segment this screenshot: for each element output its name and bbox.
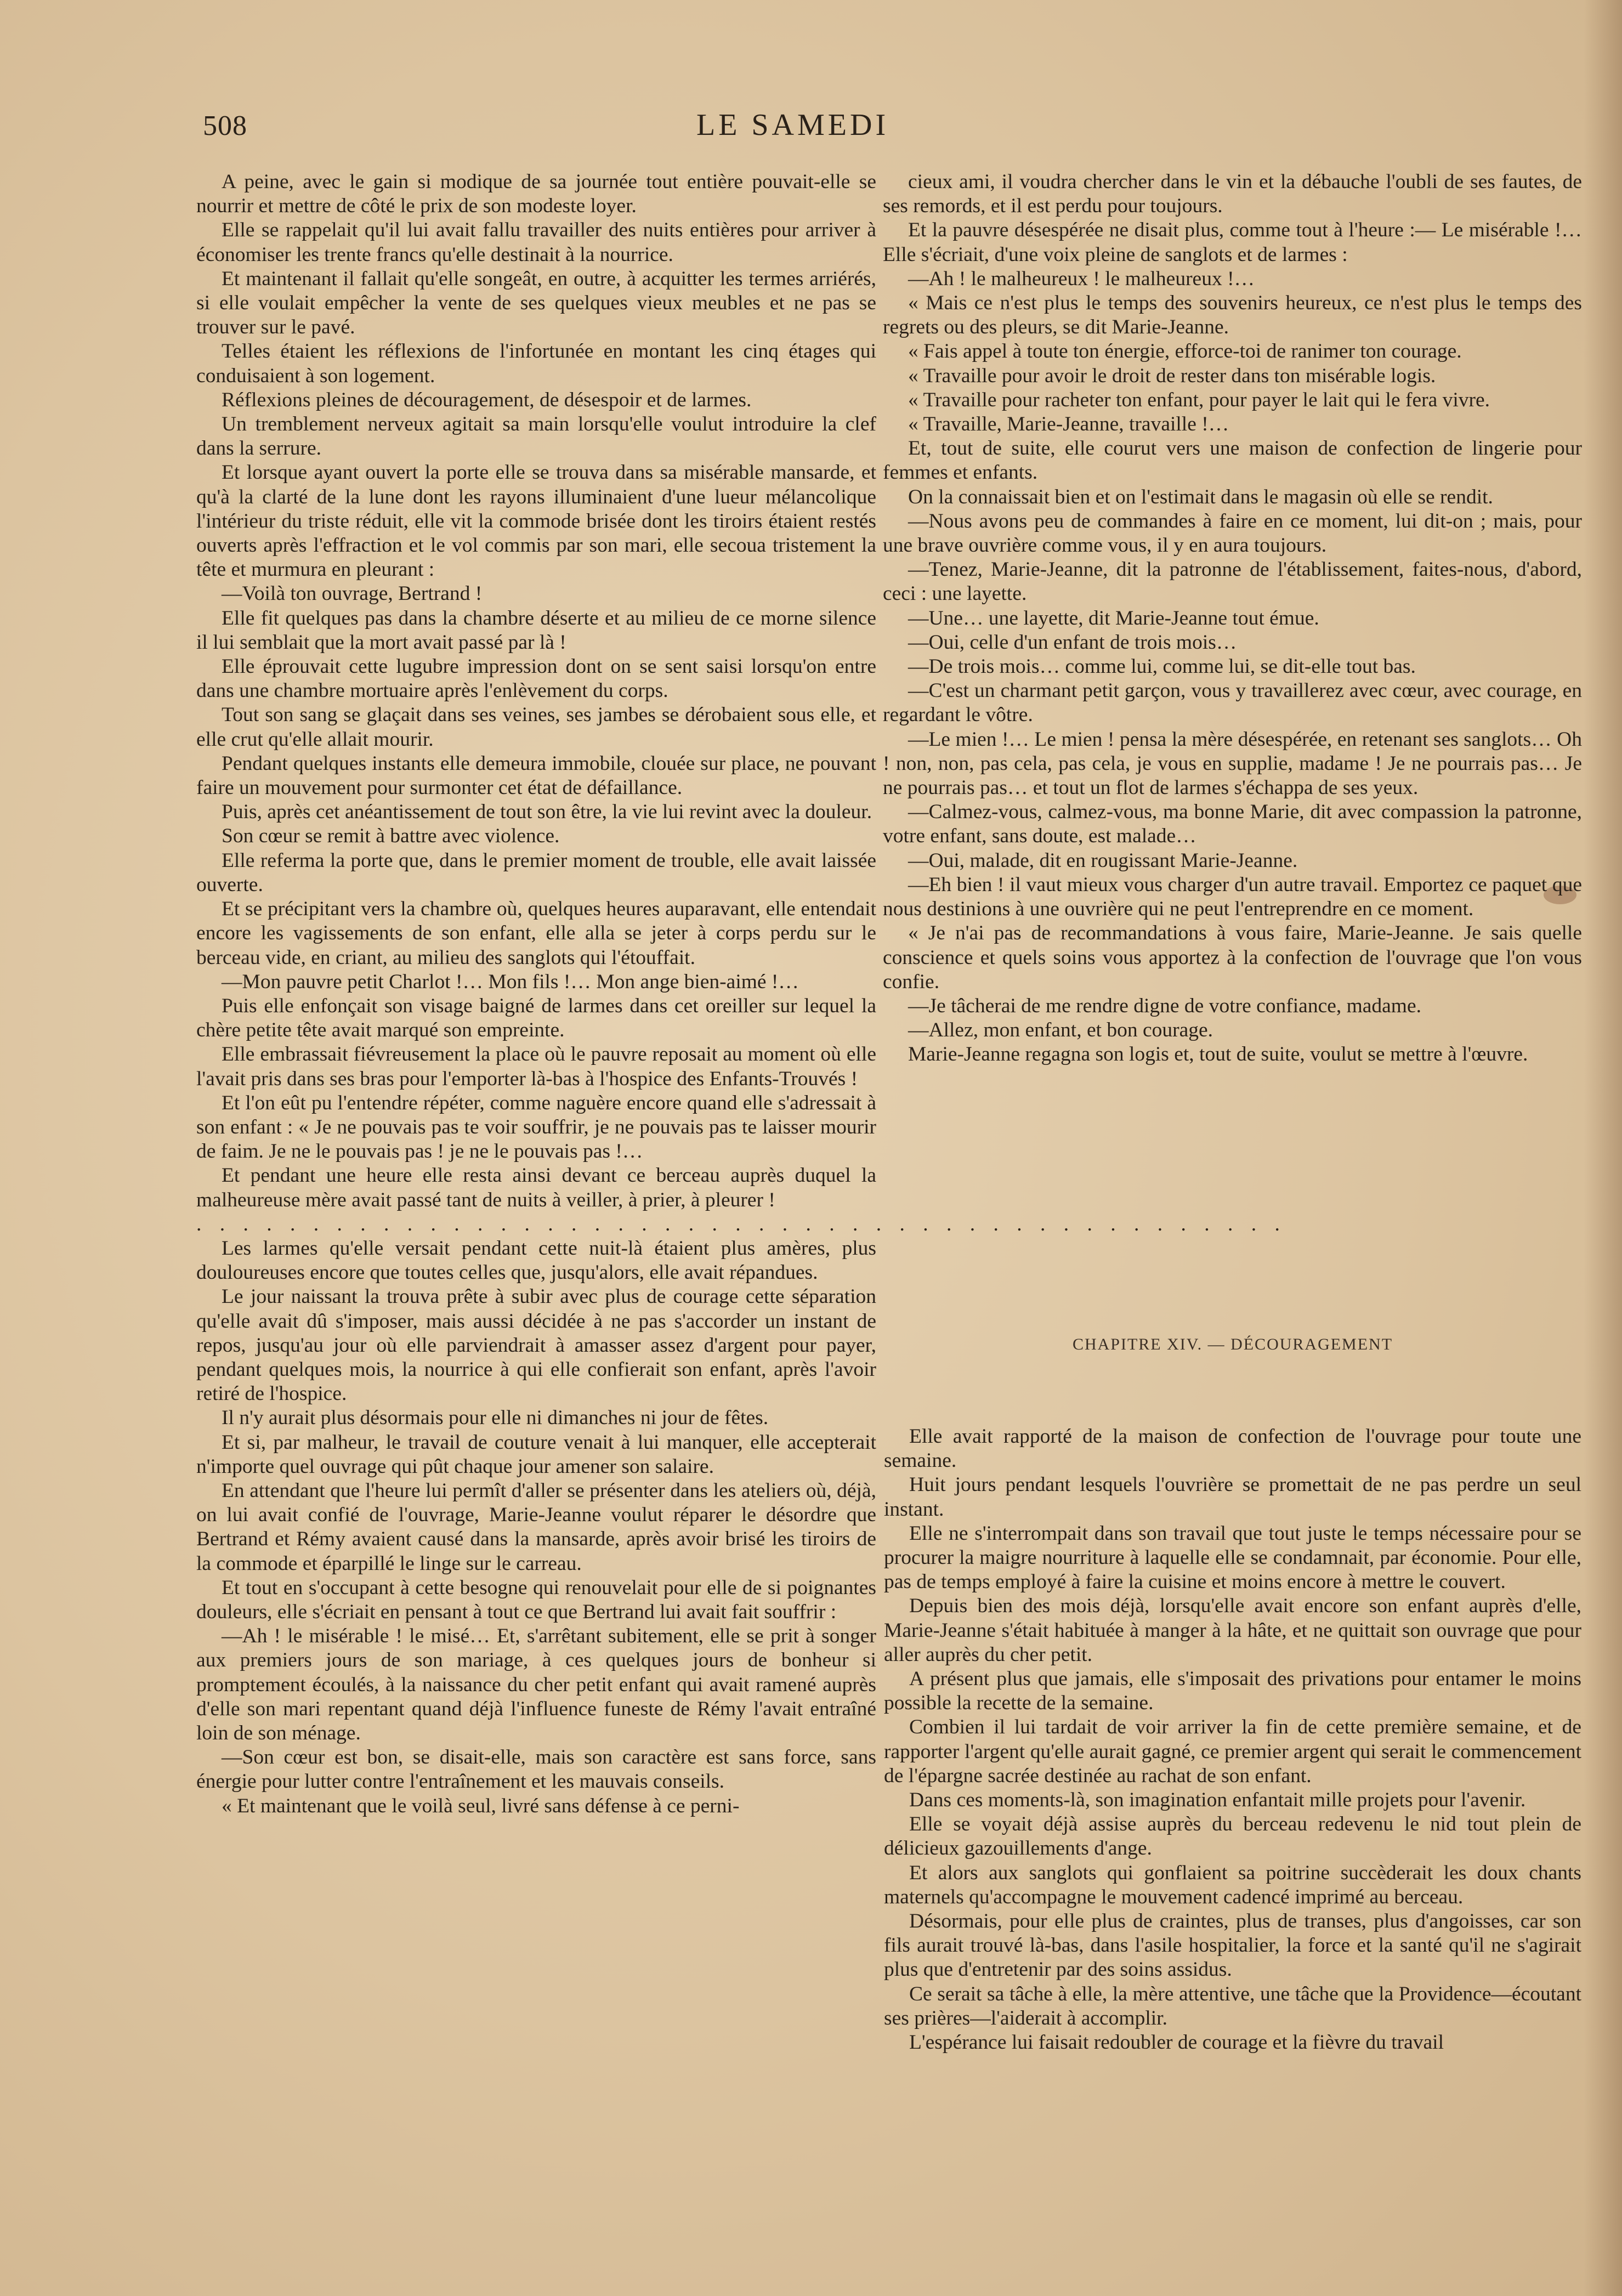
paragraph: « Je n'ai pas de recommandations à vous faire, Marie-Jeanne. Je sais quelle conscience et quels soins vous apportez à la confection de l'ouvrage que l'on vous confie.: [883, 922, 1582, 993]
paragraph: Elle se voyait déjà assise auprès du berceau redevenu le nid tout plein de délicieux gazouillements d'ange.: [884, 1813, 1581, 1860]
paragraph: Huit jours pendant lesquels l'ouvrière se promettait de ne pas perdre un seul instant.: [884, 1473, 1581, 1521]
paragraph: —Une… une layette, dit Marie-Jeanne tout émue.: [908, 606, 1319, 630]
paragraph: Dans ces moments-là, son imagination enfantait mille projets pour l'avenir.: [909, 1789, 1526, 1812]
paragraph: cieux ami, il voudra chercher dans le vin et la débauche l'oubli de ses fautes, de ses remords, et il est perdu pour toujours.: [883, 171, 1582, 218]
paragraph: « Travaille pour racheter ton enfant, pour payer le lait qui le fera vivre.: [908, 388, 1490, 411]
paragraph: Et tout en s'occupant à cette besogne qui renouvelait pour elle de si poignantes douleurs, elle s'écriait en pensant à tout ce que Bertrand lui avait fait souffrir :: [196, 1576, 876, 1623]
right-column-bottom: [884, 1425, 1581, 2055]
paragraph: A peine, avec le gain si modique de sa journée tout entière pouvait-elle se nourrir et mettre de côté le prix de son modeste loyer.: [196, 171, 876, 218]
paragraph: Elle embrassait fiévreusement la place où le pauvre reposait au moment où elle l'avait pris dans ses bras pour l'emporter là-bas à l'hospice des Enfants-Trouvés !: [196, 1043, 876, 1090]
paragraph: —Ah ! le misérable ! le misé… Et, s'arrêtant subitement, elle se prit à songer aux premiers jours de son mariage, à ces quelques jours de bonheur si promptement écoulés, à la naissance du cher petit enfant qui avait ramené auprès d'elle son mari repentant quand déjà l'influence funeste de Rémy l'avait entraîné loin de son ménage.: [196, 1625, 876, 1744]
paragraph: —Ah ! le malheureux ! le malheureux !…: [908, 267, 1255, 290]
paragraph: —Son cœur est bon, se disait-elle, mais son caractère est sans force, sans énergie pour lutter contre l'entraînement et les mauvais conseils.: [196, 1746, 876, 1793]
paragraph: —Mon pauvre petit Charlot !… Mon fils !… Mon ange bien-aimé !…: [222, 970, 799, 993]
paragraph: Elle éprouvait cette lugubre impression dont on se sent saisi lorsqu'on entre dans une chambre mortuaire après l'enlèvement du corps.: [196, 655, 876, 702]
paragraph: —Nous avons peu de commandes à faire en ce moment, lui dit-on ; mais, pour une brave ouvrière comme vous, il y en aura toujours.: [883, 509, 1582, 557]
paragraph: Puis, après cet anéantissement de tout son être, la vie lui revint avec la douleur.: [222, 801, 872, 824]
paragraph: Pendant quelques instants elle demeura immobile, clouée sur place, ne pouvant faire un mouvement pour surmonter cet état de défaillance.: [196, 752, 876, 800]
paragraph: Elle ne s'interrompait dans son travail que tout juste le temps nécessaire pour se procurer la maigre nourriture à laquelle elle se condamnait, par économie. Pour elle, pas de temps employé à faire la cuisine et moins encore à mettre le couvert.: [884, 1522, 1581, 1594]
paragraph: —Oui, celle d'un enfant de trois mois…: [908, 631, 1237, 654]
paragraph: . . . . . . . . . . . . . . . . . . . . . . . . . . . . . . . . . . . . . . . . . . . . . . .: [196, 1212, 1286, 1235]
paragraph: Ce serait sa tâche à elle, la mère attentive, une tâche que la Providence—écoutant ses prières—l'aiderait à accomplir.: [884, 1982, 1581, 2029]
paragraph: Puis elle enfonçait son visage baigné de larmes dans cet oreiller sur lequel la chère petite tête avait marqué son empreinte.: [196, 994, 876, 1042]
paragraph: —Allez, mon enfant, et bon courage.: [908, 1019, 1213, 1042]
paragraph: Et alors aux sanglots qui gonflaient sa poitrine succèderait les doux chants maternels qu'accompagne le mouvement cadencé imprimé au berceau.: [884, 1861, 1581, 1908]
paragraph: Désormais, pour elle plus de craintes, plus de transes, plus d'angoisses, car son fils aurait trouvé là-bas, dans l'asile hospitalier, la force et la santé qu'il ne s'agirait plus que d'entretenir par des soins assidus.: [884, 1910, 1581, 1981]
paragraph: Et l'on eût pu l'entendre répéter, comme naguère encore quand elle s'adressait à son enfant : « Je ne pouvais pas te voir souffrir, je ne pouvais pas te laisser mourir de faim. Je ne le pouvais pas ! je ne le pouvais pas !…: [196, 1091, 876, 1163]
paragraph: —Tenez, Marie-Jeanne, dit la patronne de l'établissement, faites-nous, d'abord, ceci : une layette.: [883, 558, 1582, 605]
paragraph: Elle avait rapporté de la maison de confection de l'ouvrage pour toute une semaine.: [884, 1425, 1581, 1472]
paragraph: Un tremblement nerveux agitait sa main lorsqu'elle voulut introduire la clef dans la serrure.: [196, 413, 876, 460]
paragraph: Combien il lui tardait de voir arriver la fin de cette première semaine, et de rapporter l'argent qu'elle aurait gagné, ce premier argent qui serait le commencement de l'épargne sacrée destinée au rachat de son enfant.: [884, 1716, 1581, 1787]
paragraph: Et pendant une heure elle resta ainsi devant ce berceau auprès duquel la malheureuse mère avait passé tant de nuits à veiller, à prier, à pleurer !: [196, 1164, 876, 1211]
paragraph: Son cœur se remit à battre avec violence.: [222, 825, 560, 848]
paragraph: On la connaissait bien et on l'estimait dans le magasin où elle se rendit.: [908, 485, 1493, 508]
paragraph: Marie-Jeanne regagna son logis et, tout de suite, voulut se mettre à l'œuvre.: [908, 1043, 1528, 1066]
paragraph: Tout son sang se glaçait dans ses veines, ses jambes se dérobaient sous elle, et elle crut qu'elle allait mourir.: [196, 704, 876, 751]
paragraph: « Travaille, Marie-Jeanne, travaille !…: [908, 413, 1229, 436]
paragraph: —De trois mois… comme lui, comme lui, se dit-elle tout bas.: [908, 655, 1416, 678]
paragraph: Et se précipitant vers la chambre où, quelques heures auparavant, elle entendait encore les vagissements de son enfant, elle alla se jeter à corps perdu sur le berceau vide, en criant, au milieu des sanglots qui l'étouffait.: [196, 898, 876, 969]
paragraph: Elle referma la porte que, dans le premier moment de trouble, elle avait laissée ouverte.: [196, 849, 876, 896]
paragraph: —Eh bien ! il vaut mieux vous charger d'un autre travail. Emportez ce paquet que nous destinions à une ouvrière qui ne peut l'entreprendre en ce moment.: [883, 873, 1582, 921]
paragraph: Le jour naissant la trouva prête à subir avec plus de courage cette séparation qu'elle avait dû s'imposer, mais aussi décidée à ne pas s'accorder un instant de repos, jusqu'au jour où elle parviendrait à amasser assez d'argent pour payer, pendant quelques mois, la nourrice à qui elle confierait son enfant, après l'avoir retiré de l'hospice.: [196, 1285, 876, 1405]
paragraph: Elle fit quelques pas dans la chambre déserte et au milieu de ce morne silence il lui semblait que la mort avait passé par là !: [196, 606, 876, 654]
paragraph: —Le mien !… Le mien ! pensa la mère désespérée, en retenant ses sanglots… Oh ! non, non, pas cela, pas cela, je vous en supplie, madame ! Je ne pourrais pas… Je ne pourrais pas… et tout un flot de larmes s'échappa de ses yeux.: [883, 728, 1582, 800]
chapter-heading: CHAPITRE XIV. — DÉCOURAGEMENT: [1072, 1335, 1393, 1353]
paragraph: —Je tâcherai de me rendre digne de votre confiance, madame.: [908, 994, 1421, 1017]
paragraph: Et la pauvre désespérée ne disait plus, comme tout à l'heure :— Le misérable !… Elle s'écriait, d'une voix pleine de sanglots et de larmes :: [883, 219, 1582, 266]
paragraph: Et lorsque ayant ouvert la porte elle se trouva dans sa misérable mansarde, et qu'à la clarté de la lune dont les rayons illuminaient d'une lueur mélancolique l'intérieur du triste réduit, elle vit la commode brisée dont les tiroirs étaient restés ouverts après l'effraction et le vol commis par son mari, elle secoua tristement la tête et murmura en pleurant :: [196, 461, 876, 581]
paragraph: Et maintenant il fallait qu'elle songeât, en outre, à acquitter les termes arriérés, si elle voulait empêcher la vente de ses quelques vieux meubles et ne pas se trouver sur le pavé.: [196, 267, 876, 339]
paragraph: « Et maintenant que le voilà seul, livré sans défense à ce perni-: [222, 1794, 740, 1817]
paragraph: Telles étaient les réflexions de l'infortunée en montant les cinq étages qui conduisaient à son logement.: [196, 340, 876, 387]
paragraph: Il n'y aurait plus désormais pour elle ni dimanches ni jour de fêtes.: [222, 1407, 769, 1430]
paragraph: « Travaille pour avoir le droit de rester dans ton misérable logis.: [908, 364, 1436, 387]
paragraph: Réflexions pleines de découragement, de désespoir et de larmes.: [222, 388, 752, 411]
paragraph: —C'est un charmant petit garçon, vous y travaillerez avec cœur, avec courage, en regardant le vôtre.: [883, 679, 1582, 727]
page-number: 508: [203, 110, 247, 141]
page-edge-shadow: [1584, 0, 1622, 2296]
paragraph: —Voilà ton ouvrage, Bertrand !: [222, 582, 483, 605]
right-column-top: [883, 170, 1582, 1067]
paragraph: En attendant que l'heure lui permît d'aller se présenter dans les ateliers où, déjà, on lui avait confié de l'ouvrage, Marie-Jeanne voulut réparer le désordre que Bertrand et Rémy avaient causé dans la mansarde, après avoir brisé les tiroirs de la commode et éparpillé le linge sur le carreau.: [196, 1479, 876, 1575]
paragraph: —Calmez-vous, calmez-vous, ma bonne Marie, dit avec compassion la patronne, votre enfant, sans doute, est malade…: [883, 801, 1582, 848]
paragraph: Et si, par malheur, le travail de couture venait à lui manquer, elle accepterait n'importe quel ouvrage qui pût chaque jour amener son salaire.: [196, 1431, 876, 1478]
paragraph: Elle se rappelait qu'il lui avait fallu travailler des nuits entières pour arriver à économiser les trente francs qu'elle destinait à la nourrice.: [196, 219, 876, 266]
paragraph: A présent plus que jamais, elle s'imposait des privations pour entamer le moins possible la recette de la semaine.: [884, 1668, 1581, 1715]
paragraph: —Oui, malade, dit en rougissant Marie-Jeanne.: [908, 849, 1298, 872]
running-title: LE SAMEDI: [696, 108, 889, 142]
paragraph: L'espérance lui faisait redoubler de courage et la fièvre du travail: [909, 2031, 1444, 2054]
paragraph: « Mais ce n'est plus le temps des souvenirs heureux, ce n'est plus le temps des regrets ou des pleurs, se dit Marie-Jeanne.: [883, 292, 1582, 339]
paragraph: « Fais appel à toute ton énergie, efforce-toi de ranimer ton courage.: [908, 340, 1462, 363]
paragraph: Depuis bien des mois déjà, lorsqu'elle avait encore son enfant auprès d'elle, Marie-Jeanne s'était habituée à manger à la hâte, et ne quittait son ouvrage que pour aller auprès du cher petit.: [884, 1595, 1581, 1666]
paragraph: Et, tout de suite, elle courut vers une maison de confection de lingerie pour femmes et enfants.: [883, 437, 1582, 484]
paragraph: Les larmes qu'elle versait pendant cette nuit-là étaient plus amères, plus douloureuses encore que toutes celles que, jusqu'alors, elle avait répandues.: [196, 1237, 876, 1284]
